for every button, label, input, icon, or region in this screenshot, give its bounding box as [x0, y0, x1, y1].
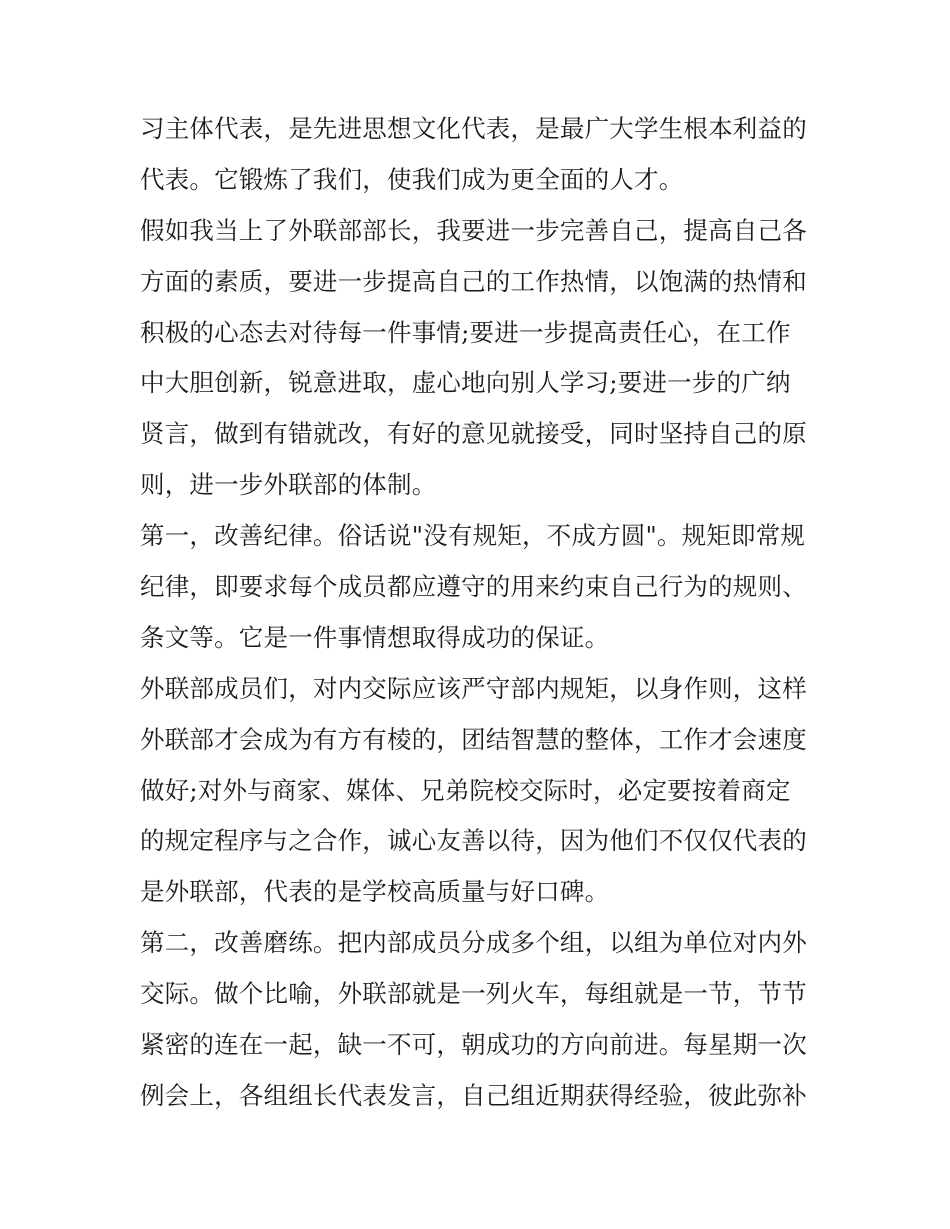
document-body: [140, 104, 820, 1122]
text-line: 中大胆创新，锐意进取，虚心地向别人学习;要进一步的广纳: [140, 368, 791, 398]
text-line: 紧密的连在一起，缺一不可，朝成功的方向前进。每星期一次: [140, 1030, 807, 1060]
text-line: 的规定程序与之合作，诚心友善以待，因为他们不仅仅代表的: [140, 826, 807, 856]
text-line: 条文等。它是一件事情想取得成功的保证。: [140, 622, 610, 652]
text-line: 例会上，各组组长代表发言，自己组近期获得经验，彼此弥补: [140, 1080, 807, 1110]
text-line: 积极的心态去对待每一件事情;要进一步提高责任心，在工作: [140, 317, 791, 347]
text-line: 代表。它锻炼了我们，使我们成为更全面的人才。: [140, 164, 684, 194]
text-line: 假如我当上了外联部部长，我要进一步完善自己，提高自己各: [140, 215, 807, 245]
text-line: 是外联部，代表的是学校高质量与好口碑。: [140, 877, 610, 907]
text-line: 第一，改善纪律。俗话说"没有规矩，不成方圆"。规矩即常规: [140, 521, 806, 551]
text-line: 习主体代表，是先进思想文化代表，是最广大学生根本利益的: [140, 114, 807, 143]
text-line: 方面的素质，要进一步提高自己的工作热情，以饱满的热情和: [140, 266, 807, 296]
text-line: 第二，改善磨练。把内部成员分成多个组，以组为单位对内外: [140, 928, 807, 958]
text-line: 交际。做个比喻，外联部就是一列火车，每组就是一节，节节: [140, 979, 807, 1009]
text-line: 外联部成员们，对内交际应该严守部内规矩，以身作则，这样: [140, 673, 807, 703]
text-line: 做好;对外与商家、媒体、兄弟院校交际时，必定要按着商定: [140, 775, 791, 805]
text-line: 则，进一步外联部的体制。: [140, 470, 437, 500]
text-line: 外联部才会成为有方有棱的，团结智慧的整体，工作才会速度: [140, 724, 807, 754]
text-line: 纪律，即要求每个成员都应遵守的用来约束自己行为的规则、: [140, 572, 807, 602]
text-line: 贤言，做到有错就改，有好的意见就接受，同时坚持自己的原: [140, 419, 807, 449]
